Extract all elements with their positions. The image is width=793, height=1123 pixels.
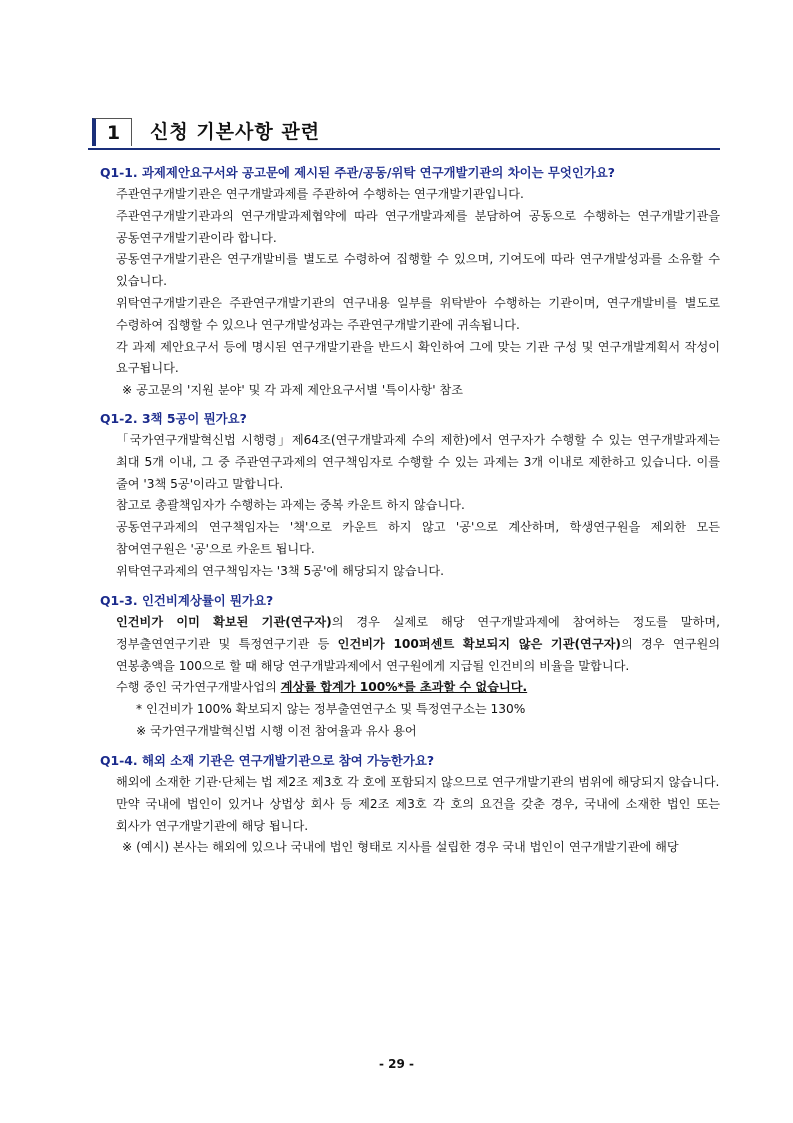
question-1-1: Q1-1. 과제제안요구서와 공고문에 제시된 주관/공동/위탁 연구개발기관의 차이는 무엇인가요? — [100, 165, 615, 180]
section-number: 1 — [92, 118, 132, 146]
answer-paragraph: 각 과제 제안요구서 등에 명시된 연구개발기관을 반드시 확인하여 그에 맞는 기관 구성 및 연구개발계획서 작성이 요구됩니다. — [116, 339, 720, 376]
answer-paragraph: 주관연구개발기관은 연구개발과제를 주관하여 수행하는 연구개발기관입니다. — [116, 187, 524, 201]
answer-text: 의 경우 실제로 해당 연구개발과제에 참여하는 정도를 말하며, 정부출연연구기관 및 특정연구기관 등 — [116, 615, 720, 651]
answer-text: 수행 중인 국가연구개발사업의 — [116, 680, 281, 695]
answer-paragraph — [116, 677, 720, 699]
reference-note: ※ 국가연구개발혁신법 시행 이전 참여율과 유사 용어 — [136, 723, 417, 738]
answer-paragraph: 「국가연구개발혁신법 시행령」제64조(연구개발과제 수의 제한)에서 연구자가 수행할 수 있는 연구개발과제는 최대 5개 이내, 그 중 주관연구과제의 연구책임자로 수행할 수 있는 과제는 3개 이내로 제한하고 있습니다. 이를 줄여 '3책 5공'이라고 말합니다. — [116, 433, 720, 491]
section-title: 신청 기본사항 관련 — [150, 121, 321, 143]
question-1-3: Q1-3. 인건비계상률이 뭔가요? — [100, 593, 274, 608]
answer-paragraph: 위탁연구과제의 연구책임자는 '3책 5공'에 해당되지 않습니다. — [116, 563, 445, 578]
question-1-4: Q1-4. 해외 소재 기관은 연구개발기관으로 참여 가능한가요? — [100, 753, 435, 768]
qa-block-1 — [88, 162, 720, 402]
page-number: - 29 - — [378, 1057, 414, 1071]
qa-block-2 — [88, 408, 720, 583]
emphasis-text: 인건비가 100퍼센트 확보되지 않은 기관(연구자) — [337, 636, 621, 651]
answer-text: 의 경우 연구원의 연봉총액을 100으로 할 때 해당 연구개발과제에서 연구원에게 지급될 인건비의 비율을 말합니다. — [116, 636, 720, 673]
answer-paragraph — [116, 612, 720, 677]
answer-paragraph: 참고로 총괄책임자가 수행하는 과제는 중복 카운트 하지 않습니다. — [116, 498, 465, 513]
underlined-emphasis: 계상률 합계가 100%*를 초과할 수 없습니다. — [280, 680, 528, 695]
emphasis-text: 인건비가 이미 확보된 기관(연구자) — [116, 615, 332, 629]
footnote: * 인건비가 100% 확보되지 않는 정부출연연구소 및 특정연구소는 130% — [136, 702, 526, 717]
section-header — [88, 118, 720, 150]
answer-paragraph: 해외에 소재한 기관·단체는 법 제2조 제3호 각 호에 포함되지 않으므로 연구개발기관의 범위에 해당되지 않습니다. — [116, 775, 720, 789]
question-1-2: Q1-2. 3책 5공이 뭔가요? — [100, 411, 247, 426]
answer-paragraph: 공동연구과제의 연구책임자는 '책'으로 카운트 하지 않고 '공'으로 계산하며, 학생연구원을 제외한 모든 참여연구원은 '공'으로 카운트 됩니다. — [116, 520, 720, 556]
answer-paragraph: 공동연구개발기관은 연구개발비를 별도로 수령하여 집행할 수 있으며, 기여도에 따라 연구개발성과를 소유할 수 있습니다. — [116, 252, 720, 289]
qa-block-3 — [88, 590, 720, 743]
answer-paragraph: 만약 국내에 법인이 있거나 상법상 회사 등 제2조 제3호 각 호의 요건을 갖춘 경우, 국내에 소재한 법인 또는 회사가 연구개발기관에 해당 됩니다. — [116, 796, 720, 833]
qa-block-4 — [88, 750, 720, 859]
answer-paragraph: 위탁연구개발기관은 주관연구개발기관의 연구내용 일부를 위탁받아 수행하는 기관이며, 연구개발비를 별도로 수령하여 집행할 수 있으나 연구개발성과는 주관연구개발기관에 귀속됩니다. — [116, 295, 720, 332]
example-note: ※ (예시) 본사는 해외에 있으나 국내에 법인 형태로 지사를 설립한 경우 국내 법인이 연구개발기관에 해당 — [122, 840, 679, 855]
answer-paragraph: 주관연구개발기관과의 연구개발과제협약에 따라 연구개발과제를 분담하여 공동으로 수행하는 연구개발기관을 공동연구개발기관이라 합니다. — [116, 208, 720, 245]
reference-note: ※ 공고문의 '지원 분야' 및 각 과제 제안요구서별 '특이사항' 참조 — [122, 383, 464, 398]
